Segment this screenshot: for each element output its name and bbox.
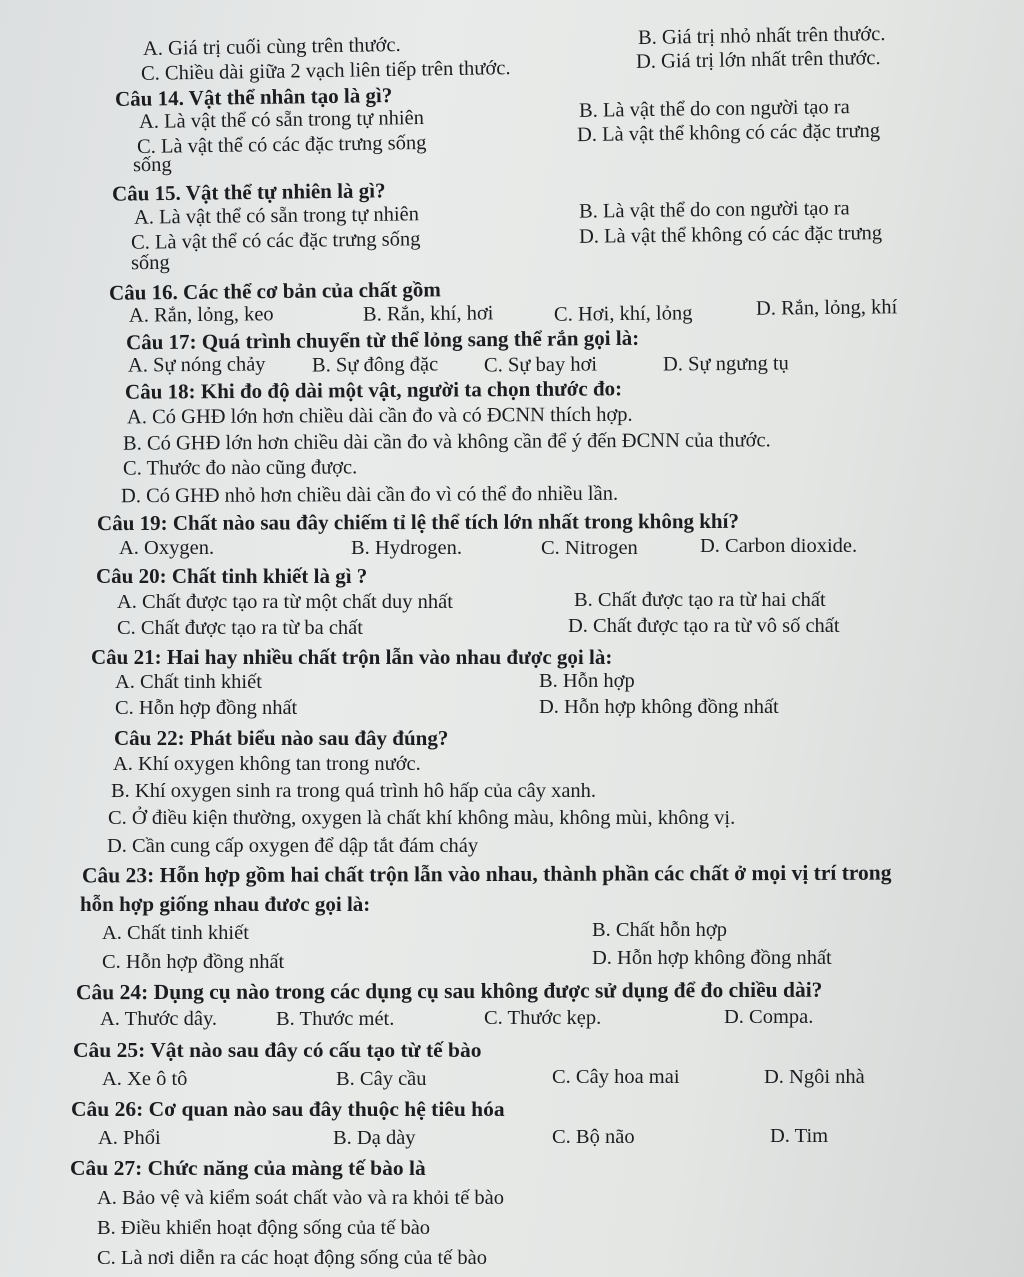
q18-option-b: B. Có GHĐ lớn hơn chiều dài cần đo và không cần để ý đến ĐCNN của thước. <box>122 429 771 455</box>
q25-option-b: B. Cây cầu <box>336 1068 427 1090</box>
q26-option-d: D. Tim <box>770 1125 829 1147</box>
q23-option-c: C. Hỗn hợp đồng nhất <box>102 951 285 973</box>
q22-option-c: C. Ở điều kiện thường, oxygen là chất khí không màu, không mùi, không vị. <box>108 807 736 829</box>
q24-option-a: A. Thước dây. <box>100 1008 218 1030</box>
question-23-cont: hỗn hợp giống nhau đươc gọi là: <box>80 892 371 916</box>
q14-option-b: B. Là vật thể do con người tạo ra <box>578 96 850 122</box>
question-25: Câu 25: Vật nào sau đây có cấu tạo từ tế bào <box>73 1038 482 1062</box>
q17-option-a: A. Sự nóng chảy <box>127 353 266 377</box>
q18-option-a: A. Có GHĐ lớn hơn chiều dài cần đo và có ĐCNN thích hợp. <box>126 403 633 429</box>
prev-option-a: A. Giá trị cuối cùng trên thước. <box>142 33 401 61</box>
q15-option-c-cont: sống <box>130 251 170 275</box>
question-14: Câu 14. Vật thể nhân tạo là gì? <box>114 83 393 111</box>
question-17: Câu 17: Quá trình chuyển từ thể lỏng sang thể rắn gọi là: <box>125 325 640 355</box>
q20-option-c: C. Chất được tạo ra từ ba chất <box>117 617 363 639</box>
q26-option-b: B. Dạ dày <box>333 1127 416 1149</box>
q27-option-a: A. Bảo vệ và kiểm soát chất vào và ra khỏi tế bào <box>97 1187 505 1209</box>
q17-option-c: C. Sự bay hơi <box>483 353 598 377</box>
q14-option-c-cont: sống <box>132 153 172 177</box>
q26-option-a: A. Phổi <box>98 1127 161 1149</box>
q17-option-b: B. Sự đông đặc <box>311 353 439 377</box>
q14-option-a: A. Là vật thể có sẵn trong tự nhiên <box>138 107 425 133</box>
q22-option-b: B. Khí oxygen sinh ra trong quá trình hô hấp của cây xanh. <box>111 780 597 802</box>
q24-option-d: D. Compa. <box>724 1006 814 1028</box>
q24-option-c: C. Thước kẹp. <box>484 1007 602 1029</box>
q16-option-b: B. Rắn, khí, hơi <box>362 302 494 326</box>
q16-option-d: D. Rắn, lỏng, khí <box>755 296 898 320</box>
question-19: Câu 19: Chất nào sau đây chiếm tỉ lệ thể tích lớn nhất trong không khí? <box>96 508 739 536</box>
q20-option-a: A. Chất được tạo ra từ một chất duy nhất <box>117 591 453 613</box>
q19-option-c: C. Nitrogen <box>541 537 638 559</box>
q26-option-c: C. Bộ não <box>552 1126 635 1148</box>
q21-option-b: B. Hỗn hợp <box>539 670 635 692</box>
q15-option-a: A. Là vật thể có sẵn trong tự nhiên <box>133 203 420 229</box>
q20-option-d: D. Chất được tạo ra từ vô số chất <box>568 615 840 637</box>
question-26: Câu 26: Cơ quan nào sau đây thuộc hệ tiêu hóa <box>71 1097 505 1121</box>
q25-option-d: D. Ngôi nhà <box>764 1066 865 1088</box>
q15-option-c: C. Là vật thể có các đặc trưng sống <box>130 228 421 254</box>
question-20: Câu 20: Chất tinh khiết là gì ? <box>96 564 368 588</box>
q22-option-a: A. Khí oxygen không tan trong nước. <box>113 753 421 775</box>
question-23: Câu 23: Hỗn hợp gồm hai chất trộn lẫn vào nhau, thành phần các chất ở mọi vị trí trong <box>81 860 892 888</box>
question-21: Câu 21: Hai hay nhiều chất trộn lẫn vào nhau được gọi là: <box>91 645 613 669</box>
prev-option-b: B. Giá trị nhỏ nhất trên thước. <box>637 23 886 49</box>
q25-option-c: C. Cây hoa mai <box>552 1066 680 1088</box>
q17-option-d: D. Sự ngưng tụ <box>662 352 789 376</box>
q27-option-b: B. Điều khiển hoạt động sống của tế bào <box>97 1217 431 1239</box>
q15-option-d: D. Là vật thể không có các đặc trưng <box>578 222 883 248</box>
q14-option-d: D. Là vật thể không có các đặc trưng <box>576 119 881 147</box>
question-16: Câu 16. Các thể cơ bản của chất gồm <box>108 277 441 305</box>
q19-option-a: A. Oxygen. <box>119 537 215 559</box>
prev-option-c: C. Chiều dài giữa 2 vạch liên tiếp trên thước. <box>140 57 511 85</box>
q21-option-d: D. Hỗn hợp không đồng nhất <box>539 696 779 718</box>
q23-option-d: D. Hỗn hợp không đồng nhất <box>592 947 832 969</box>
question-22: Câu 22: Phát biểu nào sau đây đúng? <box>114 726 449 750</box>
q27-option-c: C. Là nơi diễn ra các hoạt động sống của tế bào <box>97 1247 487 1269</box>
q18-option-c: C. Thước đo nào cũng được. <box>122 456 358 480</box>
prev-option-d: D. Giá trị lớn nhất trên thước. <box>635 47 881 73</box>
q20-option-b: B. Chất được tạo ra từ hai chất <box>574 589 826 611</box>
q16-option-c: C. Hơi, khí, lỏng <box>553 302 693 326</box>
q14-option-c: C. Là vật thể có các đặc trưng sống <box>136 131 427 159</box>
q24-option-b: B. Thước mét. <box>276 1008 395 1030</box>
question-27: Câu 27: Chức năng của màng tế bào là <box>70 1156 426 1180</box>
q19-option-b: B. Hydrogen. <box>351 537 463 559</box>
q25-option-a: A. Xe ô tô <box>102 1068 188 1090</box>
question-15: Câu 15. Vật thể tự nhiên là gì? <box>111 178 386 206</box>
q21-option-a: A. Chất tinh khiết <box>115 671 262 693</box>
q21-option-c: C. Hỗn hợp đồng nhất <box>115 697 298 719</box>
q19-option-d: D. Carbon dioxide. <box>700 535 858 557</box>
q23-option-a: A. Chất tinh khiết <box>102 922 249 944</box>
q22-option-d: D. Cần cung cấp oxygen để dập tắt đám cháy <box>107 835 479 857</box>
q16-option-a: A. Rắn, lỏng, keo <box>128 303 274 327</box>
q18-option-d: D. Có GHĐ nhỏ hơn chiều dài cần đo vì có thể đo nhiều lần. <box>120 482 619 508</box>
question-24: Câu 24: Dụng cụ nào trong các dụng cụ sau không được sử dụng để đo chiều dài? <box>75 977 823 1005</box>
q15-option-b: B. Là vật thể do con người tạo ra <box>578 197 850 223</box>
q23-option-b: B. Chất hỗn hợp <box>592 919 727 941</box>
question-18: Câu 18: Khi đo độ dài một vật, người ta chọn thước đo: <box>124 376 623 404</box>
